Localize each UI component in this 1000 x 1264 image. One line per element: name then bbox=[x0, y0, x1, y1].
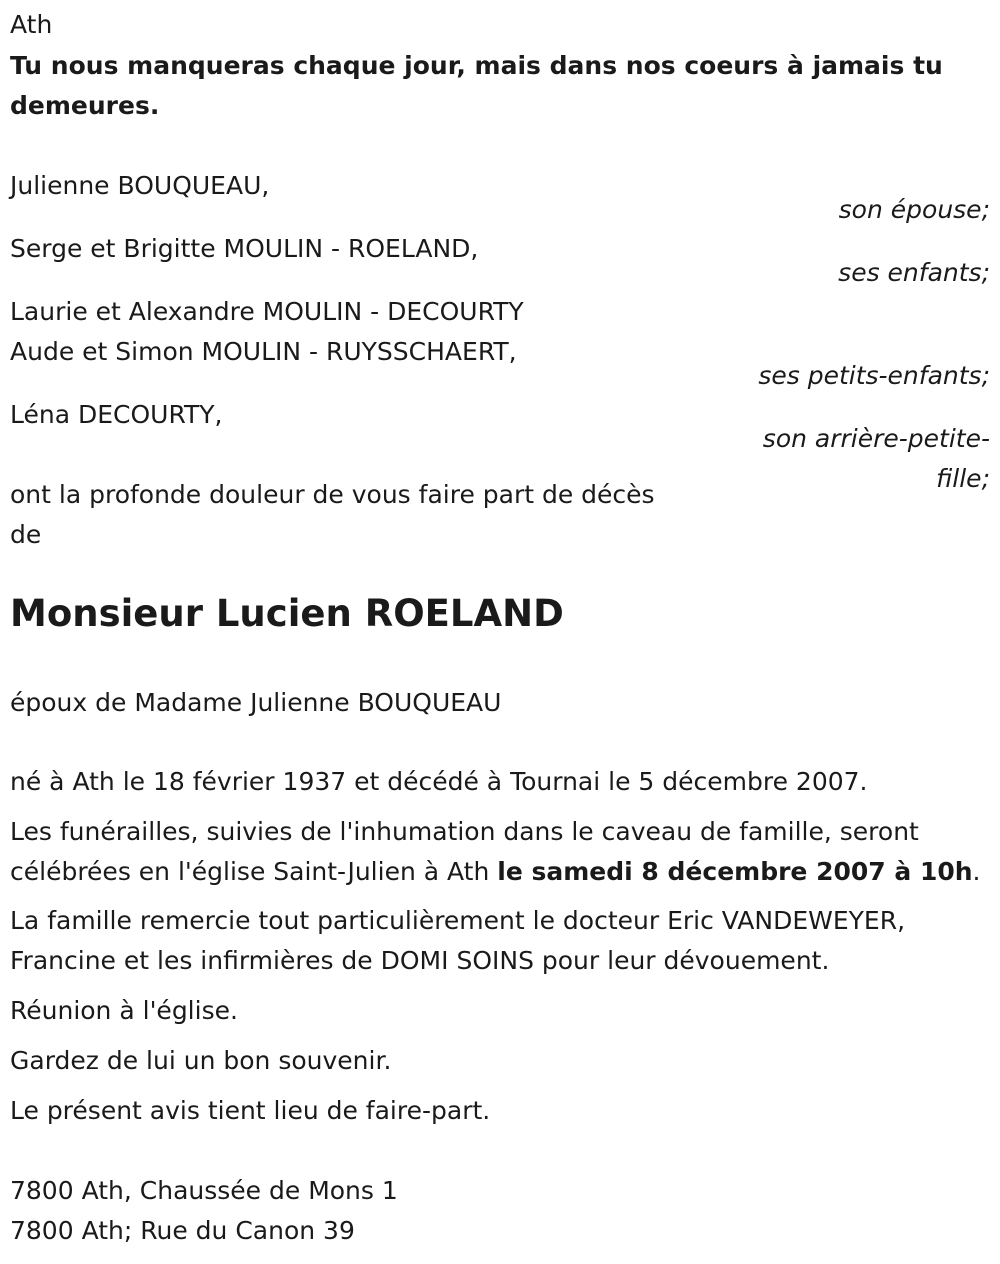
family-grandchildren-line-1: Laurie et Alexandre MOULIN - DECOURTY bbox=[10, 297, 524, 326]
note-faire-part: Le présent avis tient lieu de faire-part. bbox=[10, 1096, 491, 1125]
funeral-date: le samedi 8 décembre 2007 à 10h bbox=[497, 857, 973, 886]
funeral-line-2 bbox=[10, 852, 981, 892]
family-great-grandchild-relation-1: son arrière-petite- bbox=[762, 424, 990, 453]
birth-death-line: né à Ath le 18 février 1937 et décédé à Tournai le 5 décembre 2007. bbox=[10, 767, 868, 796]
family-spouse-relation: son épouse; bbox=[838, 195, 990, 224]
note-souvenir: Gardez de lui un bon souvenir. bbox=[10, 1046, 392, 1075]
thanks-line-2: Francine et les infirmières de DOMI SOINS pour leur dévouement. bbox=[10, 946, 830, 975]
deceased-name: Monsieur Lucien ROELAND bbox=[10, 592, 564, 635]
address-2: 7800 Ath; Rue du Canon 39 bbox=[10, 1216, 355, 1245]
funeral-line-1: Les funérailles, suivies de l'inhumation dans le caveau de famille, seront bbox=[10, 817, 919, 846]
family-great-grandchild-relation-2: fille; bbox=[936, 464, 990, 493]
thanks-line-1: La famille remercie tout particulièrement le docteur Eric VANDEWEYER, bbox=[10, 906, 906, 935]
announcement-line-2: de bbox=[10, 520, 42, 549]
note-reunion: Réunion à l'église. bbox=[10, 996, 238, 1025]
family-grandchildren-line-2: Aude et Simon MOULIN - RUYSSCHAERT, bbox=[10, 337, 517, 366]
spouse-line: époux de Madame Julienne BOUQUEAU bbox=[10, 688, 502, 717]
family-grandchildren-relation: ses petits-enfants; bbox=[758, 361, 990, 390]
funeral-period: . bbox=[972, 857, 981, 886]
family-spouse-name: Julienne BOUQUEAU, bbox=[10, 171, 270, 200]
family-children-relation: ses enfants; bbox=[838, 258, 990, 287]
quote-line-2: demeures. bbox=[10, 91, 160, 120]
city-header: Ath bbox=[10, 10, 53, 39]
family-great-grandchild-name: Léna DECOURTY, bbox=[10, 400, 223, 429]
funeral-place: célébrées en l'église Saint-Julien à Ath bbox=[10, 857, 498, 886]
announcement-line-1: ont la profonde douleur de vous faire part de décès bbox=[10, 480, 655, 509]
address-1: 7800 Ath, Chaussée de Mons 1 bbox=[10, 1176, 398, 1205]
family-children-names: Serge et Brigitte MOULIN - ROELAND, bbox=[10, 234, 479, 263]
quote-line-1: Tu nous manqueras chaque jour, mais dans nos coeurs à jamais tu bbox=[10, 51, 943, 80]
